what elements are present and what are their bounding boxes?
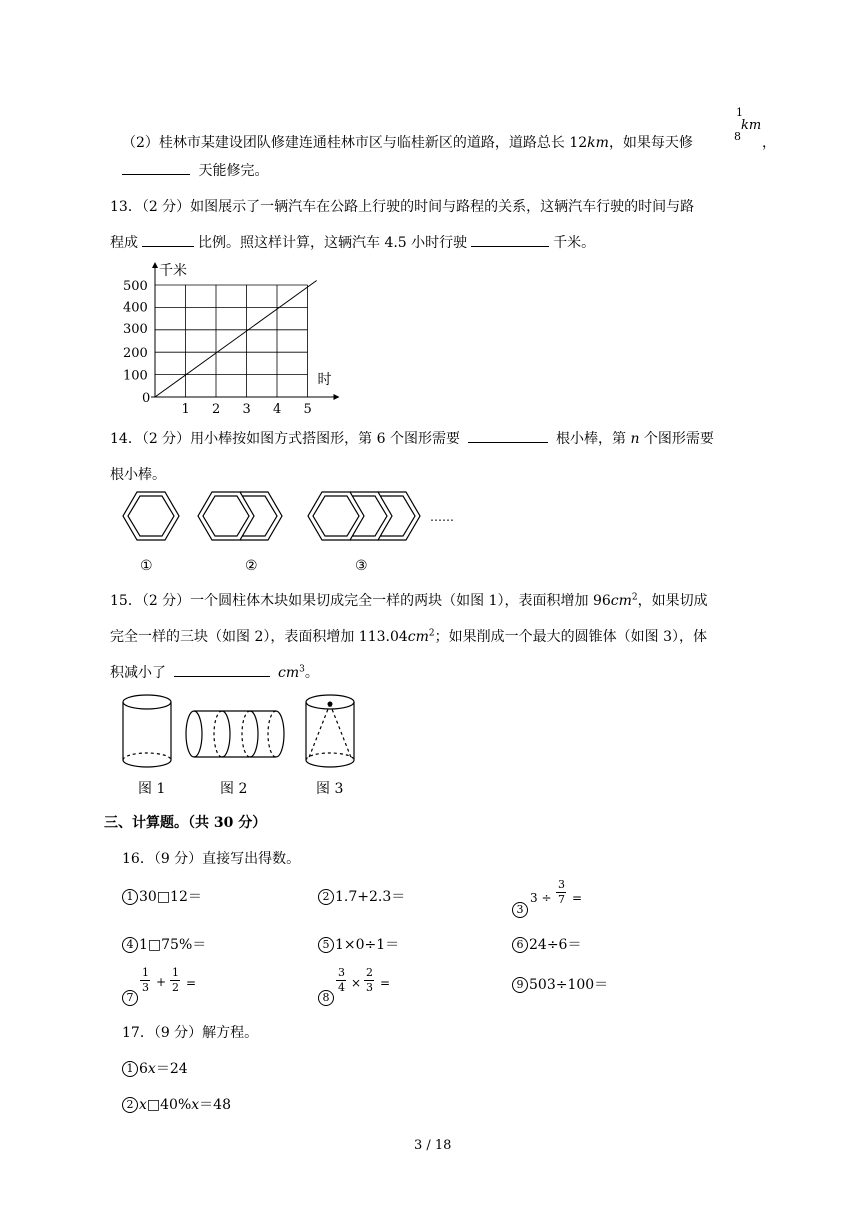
- q14-line1: [110, 428, 714, 448]
- q16-item-4-expr: 1□75%＝: [139, 937, 207, 953]
- q13-blank-1[interactable]: [142, 232, 194, 247]
- q16-item-7-d2: 2: [172, 981, 179, 994]
- q14-text-b: 根小棒，第: [555, 431, 626, 447]
- y-tick-500: 500: [123, 279, 148, 294]
- y-tick-400: 400: [123, 300, 148, 316]
- q14-blank-1[interactable]: [468, 428, 548, 443]
- x-tick-5: 5: [303, 402, 312, 417]
- q17-eq-1-number: 1: [122, 1061, 138, 1077]
- q12-2-text-c: 天能修完。: [198, 163, 269, 179]
- q12-2-frac-unit: km: [741, 118, 762, 133]
- q16-item-8-d1: 4: [338, 981, 345, 994]
- q16-item-7-number: 7: [122, 990, 138, 1006]
- q14-line2: 根小棒。: [110, 467, 166, 483]
- chart-series-line: [155, 281, 317, 397]
- q16-item-5: [318, 934, 399, 954]
- q15-fig3-label: 图 3: [316, 781, 344, 797]
- q15-text-d: ；如果削成一个最大的圆锥体（如图 3），体: [434, 629, 708, 645]
- q16-item-7-eq: =: [186, 976, 197, 990]
- chart-y-tick-labels: [123, 279, 148, 384]
- q16-item-1-number: 1: [122, 889, 138, 905]
- q17-eq-2-mid: □40%: [146, 1097, 192, 1113]
- q13-blank-2[interactable]: [471, 232, 549, 247]
- q15-sup-3: 3: [299, 664, 305, 675]
- q12-2-comma: ，: [762, 135, 776, 151]
- q16-item-8-frac-1: [336, 966, 348, 996]
- q16-item-8-d2: 3: [366, 981, 373, 994]
- q16-item-8-n1: 3: [338, 966, 345, 979]
- q15-text-f: 。: [304, 665, 319, 681]
- q16-item-9-expr: 503÷100＝: [529, 977, 609, 993]
- q16-item-1: [122, 886, 202, 906]
- q16-item-8-number: 8: [318, 990, 334, 1006]
- q12-2-frac-num: 1: [736, 106, 743, 119]
- q16-item-7-frac-2: [170, 966, 182, 996]
- q14-text-a: 14．（2 分）用小棒按如图方式搭图形，第 6 个图形需要: [110, 431, 460, 447]
- q15-fig1-label: 图 1: [138, 781, 166, 797]
- q12-2-text-a: （2）桂林市某建设团队修建连通桂林市区与临桂新区的道路，道路总长 12: [122, 135, 588, 151]
- q16-item-3-den: 7: [558, 893, 565, 906]
- q16-item-7-frac-1: [140, 966, 152, 996]
- q16-item-3-num: 3: [558, 878, 565, 891]
- q15-unit-cm2b: cm: [407, 629, 429, 645]
- q17-eq-1-coef: 6: [139, 1061, 148, 1077]
- q13-text-b: 比例。照这样计算，这辆汽车 4.5 小时行驶: [198, 235, 468, 251]
- q16-item-9-number: 9: [512, 977, 528, 993]
- chart-x-tick-labels: [182, 402, 312, 417]
- q17-eq-2-x2: x: [191, 1097, 200, 1113]
- q16-item-3-lhs: 3 ÷: [530, 891, 552, 905]
- q15-line1: [110, 590, 708, 610]
- q12-2-frac-den: 8: [734, 130, 741, 143]
- q15-fig2-label: 图 2: [220, 781, 248, 797]
- cylinder-figure-2: [186, 711, 284, 757]
- q14-text-c: 个图形需要: [643, 431, 714, 447]
- q16-item-8: [318, 964, 398, 1006]
- x-tick-3: 3: [242, 402, 251, 417]
- hexagon-figure-2: [198, 492, 282, 540]
- chart-x-arrow: [334, 394, 340, 400]
- q16-title: 16．（9 分）直接写出得数。: [122, 851, 301, 867]
- q17-equation-1: [122, 1058, 188, 1078]
- q16-item-7-op: +: [156, 975, 167, 989]
- q17-eq-1-rhs: ＝24: [155, 1061, 188, 1077]
- q16-item-3-eq: =: [572, 891, 583, 905]
- q15-unit-cm2a: cm: [610, 593, 632, 609]
- q17-eq-2-x1: x: [139, 1097, 147, 1113]
- chart-origin-label: 0: [142, 391, 151, 406]
- q13-line2: [110, 232, 595, 252]
- q16-item-7: [122, 964, 202, 1006]
- chart-y-arrow: [152, 262, 158, 268]
- q16-item-4-number: 4: [122, 937, 138, 953]
- q15-cylinder-figures: [110, 688, 370, 778]
- q14-label-3: ③: [355, 558, 368, 574]
- y-tick-100: 100: [123, 368, 148, 384]
- q15-line3: [110, 662, 319, 682]
- q16-item-8-op: ×: [351, 976, 362, 990]
- distance-time-chart: [110, 258, 350, 418]
- q14-label-2: ②: [245, 558, 258, 574]
- q16-item-5-expr: 1×0÷1＝: [335, 937, 400, 953]
- q12-2-answer-blank[interactable]: [122, 160, 190, 175]
- q16-item-9: [512, 974, 608, 994]
- q17-equation-2: [122, 1094, 231, 1114]
- q15-sup-2a: 2: [631, 592, 638, 603]
- chart-x-label: 时: [317, 372, 332, 388]
- q13-text-a: 程成: [110, 235, 138, 251]
- y-tick-200: 200: [123, 346, 148, 362]
- q16-item-3-number: 3: [512, 902, 528, 918]
- section-3-title: 三、计算题。（共 30 分）: [104, 815, 267, 831]
- x-tick-2: 2: [212, 402, 221, 417]
- q16-item-2: [318, 886, 405, 906]
- q15-text-b: ，如果切成: [637, 593, 708, 609]
- q16-item-8-frac-2: [364, 966, 376, 996]
- q17-eq-2-number: 2: [122, 1097, 138, 1113]
- q16-item-7-n1: 1: [142, 966, 149, 979]
- q16-item-5-number: 5: [318, 937, 334, 953]
- hexagon-figure-3: [308, 492, 420, 540]
- q17-eq-2-rhs: ＝48: [199, 1097, 231, 1113]
- q15-text-c: 完全一样的三块（如图 2），表面积增加 113.04: [110, 629, 408, 645]
- q15-sup-2b: 2: [428, 628, 435, 639]
- q16-item-7-d1: 3: [142, 981, 149, 994]
- q16-item-7-n2: 1: [172, 966, 179, 979]
- hexagon-figure-1: [123, 492, 179, 540]
- q16-item-4: [122, 934, 206, 954]
- q12-2-text-b: ，如果每天修: [608, 135, 693, 151]
- q17-title: 17．（9 分）解方程。: [122, 1025, 259, 1041]
- x-tick-4: 4: [273, 402, 282, 417]
- cylinder-figure-1: [123, 695, 171, 767]
- q12-2-line1: [122, 132, 693, 152]
- q16-item-6-number: 6: [512, 937, 528, 953]
- q12-2-unit-km: km: [587, 135, 609, 151]
- q14-n: n: [630, 431, 640, 447]
- q14-label-1: ①: [140, 558, 153, 574]
- chart-y-label: 千米: [159, 263, 187, 279]
- q16-item-6: [512, 934, 581, 954]
- q12-2-line2: [122, 160, 268, 180]
- q16-item-3-fraction: [556, 878, 568, 908]
- q13-text-c: 千米。: [553, 235, 596, 251]
- q15-line2: [110, 626, 707, 646]
- q15-unit-cm3: cm: [278, 665, 300, 681]
- q16-item-6-expr: 24÷6＝: [529, 937, 582, 953]
- q16-item-2-expr: 1.7+2.3＝: [335, 889, 406, 905]
- q16-item-1-expr: 30□12＝: [139, 889, 202, 905]
- q15-text-a: 15．（2 分）一个圆柱体木块如果切成完全一样的两块（如图 1），表面积增加 96: [110, 593, 611, 609]
- page-number: 3 / 18: [414, 1138, 452, 1153]
- q15-text-e: 积减小了: [110, 665, 166, 681]
- q16-item-8-n2: 2: [366, 966, 373, 979]
- q13-line1: 13．（2 分）如图展示了一辆汽车在公路上行驶的时间与路程的关系，这辆汽车行驶的时间与路: [110, 199, 695, 215]
- q14-hexagon-figures: [110, 486, 470, 546]
- y-tick-300: 300: [123, 321, 148, 337]
- q16-item-2-number: 2: [318, 889, 334, 905]
- cone-apex-dot: [328, 702, 333, 707]
- q14-ellipsis: ……: [430, 510, 454, 524]
- x-tick-1: 1: [181, 402, 190, 417]
- q16-item-8-eq: =: [380, 976, 391, 990]
- q15-blank[interactable]: [174, 662, 270, 677]
- q17-eq-1-x: x: [147, 1061, 156, 1077]
